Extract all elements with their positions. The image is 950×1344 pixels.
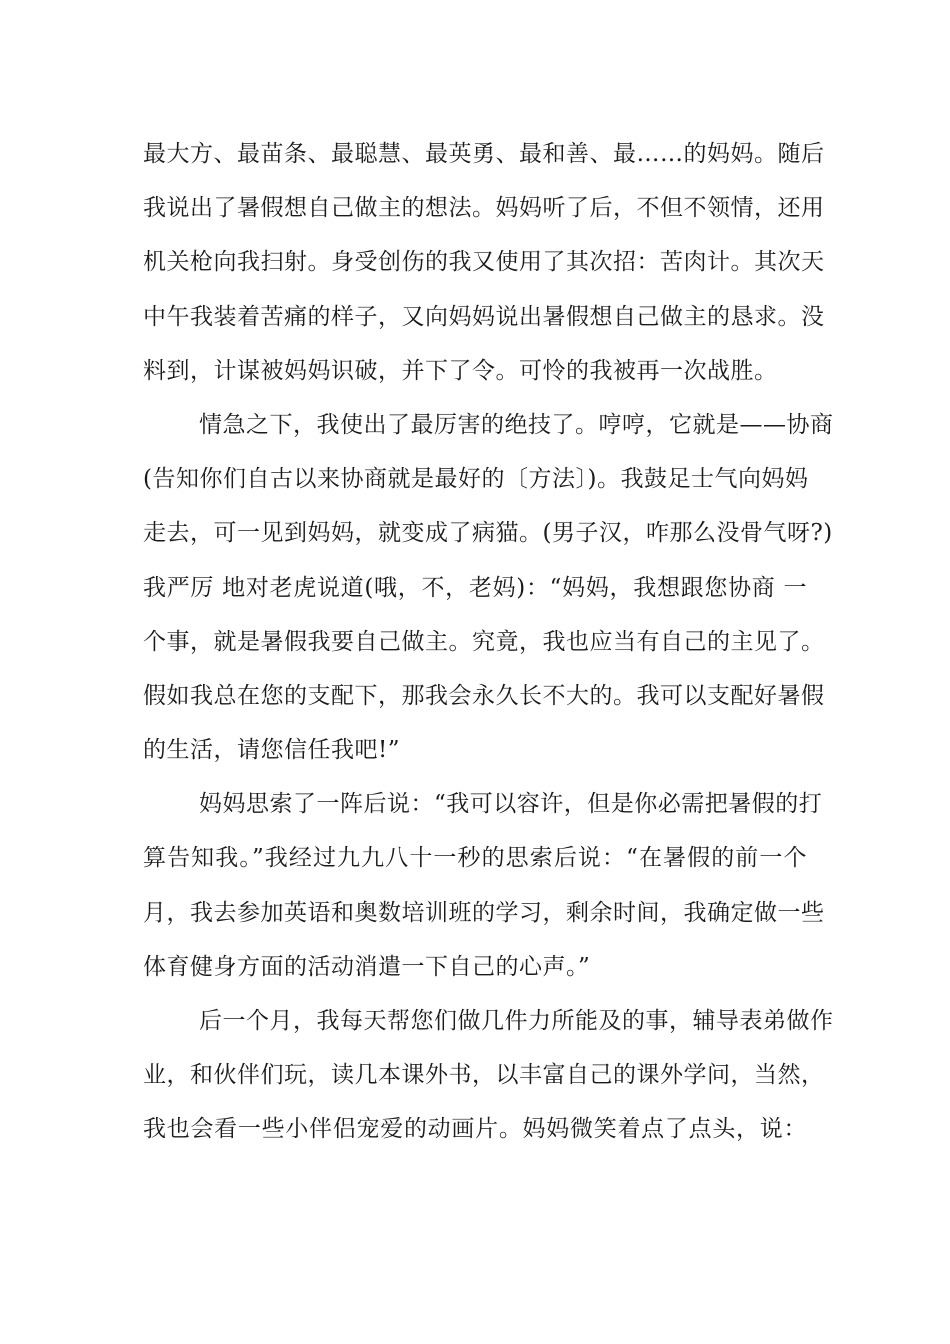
paragraph-first-line: 情急之下，我使出了最厉害的绝技了。哼哼，它就是——协商 xyxy=(199,411,834,438)
body-text xyxy=(143,127,834,1157)
text-line: 个事，就是暑假我要自己做主。究竟，我也应当有自己的主见了。 xyxy=(143,628,825,655)
text-line: 中午我装着苦痛的样子，又向妈妈说出暑假想自己做主的恳求。没 xyxy=(143,303,825,330)
text-line: 走去，可一见到妈妈，就变成了病猫。(男子汉，咋那么没骨气呀?) xyxy=(143,520,833,547)
text-line: (告知你们自古以来协商就是最好的〔方法〕)。我鼓足士气向妈妈 xyxy=(143,466,809,493)
paragraph-first-line: 后一个月，我每天帮您们做几件力所能及的事，辅导表弟做作 xyxy=(199,1008,834,1034)
text-line: 月，我去参加英语和奥数培训班的学习，剩余时间，我确定做一些 xyxy=(143,899,825,926)
text-line: 体育健身方面的活动消遣一下自己的心声。” xyxy=(143,953,591,980)
text-line: 算告知我。”我经过九九八十一秒的思索后说：“在暑假的前一个 xyxy=(143,845,807,872)
text-line: 料到，计谋被妈妈识破，并下了令。可怜的我被再一次战胜。 xyxy=(143,357,778,384)
text-line: 业，和伙伴们玩，读几本课外书，以丰富自己的课外学问，当然， xyxy=(143,1062,825,1089)
text-line: 我说出了暑假想自己做主的想法。妈妈听了后，不但不领情，还用 xyxy=(143,195,825,222)
text-line: 最大方、最苗条、最聪慧、最英勇、最和善、最……的妈妈。随后 xyxy=(143,141,825,167)
text-line: 我严厉 地对老虎说道(哦，不，老妈)：“妈妈，我想跟您协商 一 xyxy=(143,574,807,601)
text-line: 假如我总在您的支配下，那我会永久长不大的。我可以支配好暑假 xyxy=(143,682,825,709)
text-line: 机关枪向我扫射。身受创伤的我又使用了其次招：苦肉计。其次天 xyxy=(143,249,825,276)
paragraph-first-line: 妈妈思索了一阵后说：“我可以容许，但是你必需把暑假的打 xyxy=(199,791,823,818)
text-line: 的生活，请您信任我吧!” xyxy=(143,737,401,764)
text-line: 我也会看一些小伴侣宠爱的动画片。妈妈微笑着点了点头，说： xyxy=(143,1116,807,1143)
